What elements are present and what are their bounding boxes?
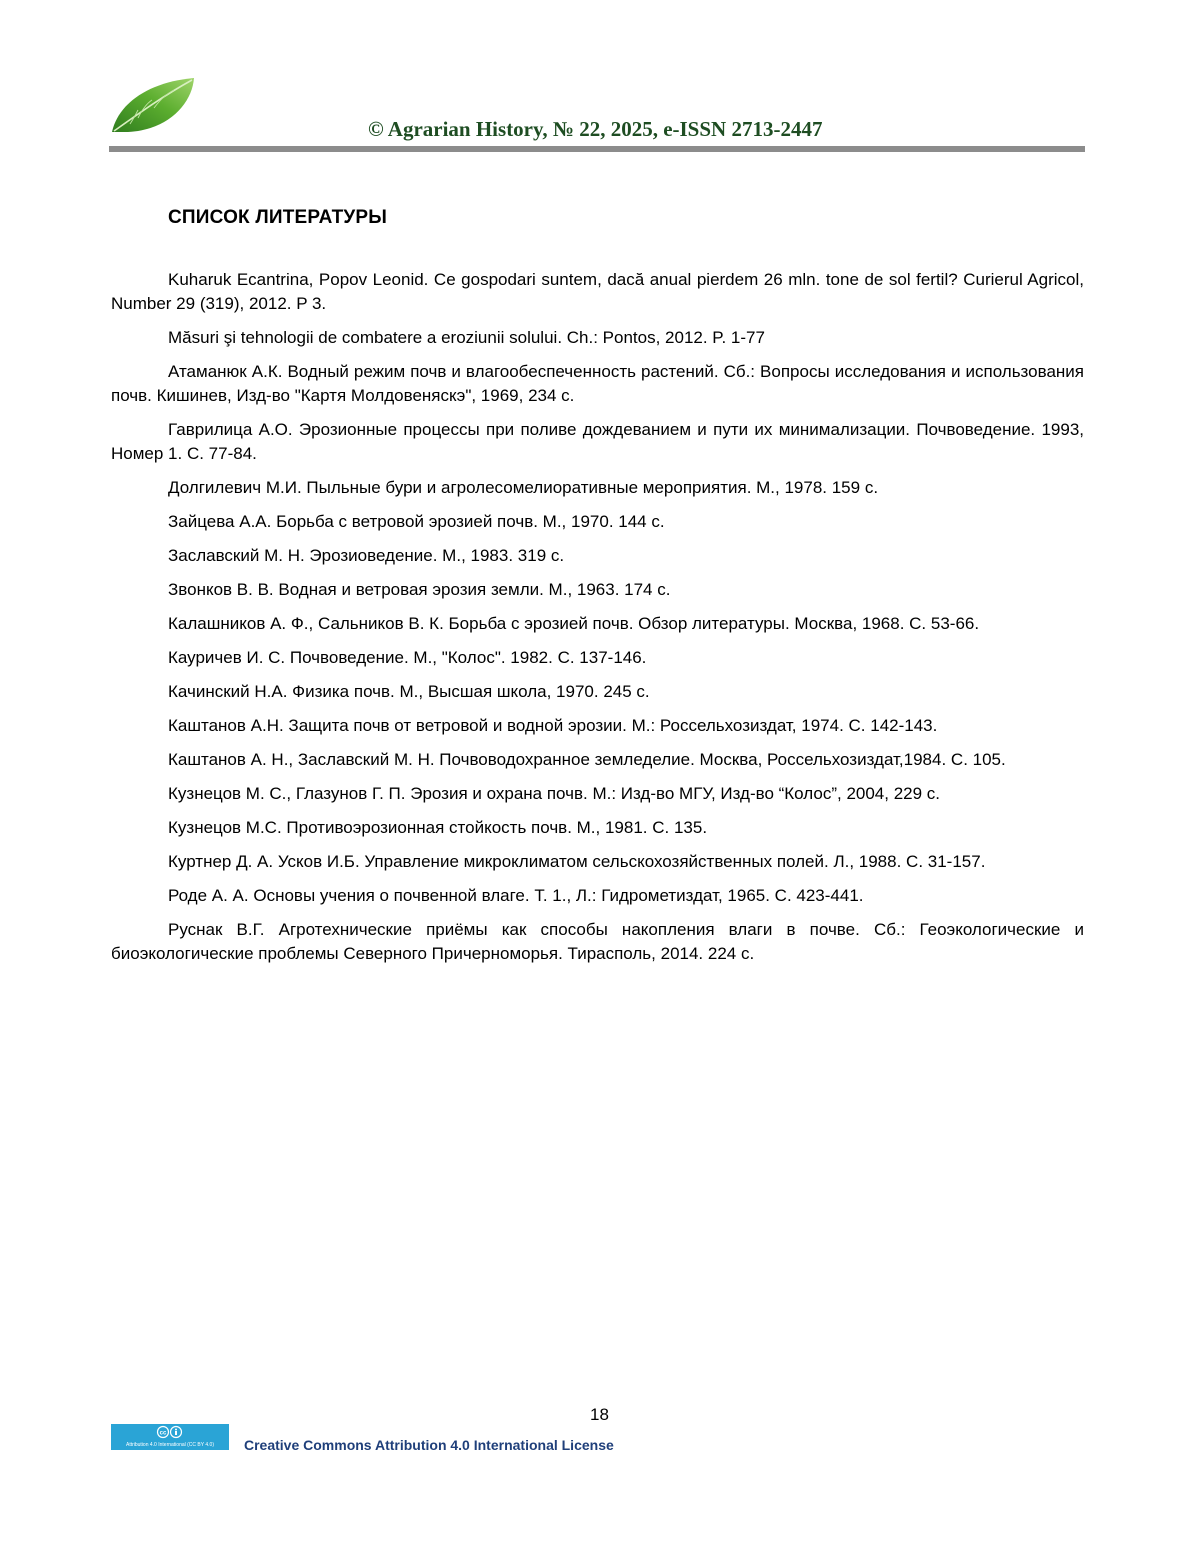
green-leaf-icon (108, 74, 200, 136)
license-link[interactable]: Creative Commons Attribution 4.0 International License (244, 1437, 614, 1453)
reference-item: Măsuri şi tehnologii de combatere a eroziunii solului. Ch.: Pontos, 2012. P. 1-77 (168, 328, 765, 347)
reference-item: Кузнецов М. С., Глазунов Г. П. Эрозия и охрана почв. М.: Изд-во МГУ, Изд-во “Колос”, 2004, 229 с. (168, 784, 941, 803)
reference-list (111, 268, 1084, 976)
reference-item: Заславский М. Н. Эрозиоведение. М., 1983. 319 с. (168, 546, 565, 565)
page-number: 18 (590, 1405, 609, 1424)
reference-item: Калашников А. Ф., Сальников В. К. Борьба с эрозией почв. Обзор литературы. Москва, 1968. С. 53-66. (168, 614, 980, 633)
reference-item: Гаврилица А.О. Эрозионные процессы при поливе дождеванием и пути их минимализации. Почвоведение. 1993, Номер 1. С. 77-84. (111, 420, 1084, 463)
section-title: СПИСОК ЛИТЕРАТУРЫ (168, 207, 388, 228)
reference-item: Звонков В. В. Водная и ветровая эрозия земли. М., 1963. 174 с. (168, 580, 671, 599)
reference-item: Атаманюк А.К. Водный режим почв и влагообеспеченность растений. Сб.: Вопросы исследования и использования почв. Кишинев, Изд-во "Картя Молдовеняскэ", 1969, 234 с. (111, 362, 1084, 405)
cc-by-license-badge-icon[interactable] (111, 1424, 229, 1450)
badge-caption: Attribution 4.0 International (CC BY 4.0) (125, 1442, 215, 1448)
reference-item: Роде А. А. Основы учения о почвенной влаге. Т. 1., Л.: Гидрометиздат, 1965. С. 423-441. (168, 886, 864, 905)
svg-text:cc: cc (159, 1430, 167, 1437)
reference-item: Kuharuk Ecantrina, Popov Leonid. Ce gospodari suntem, dacă anual pierdem 26 mln. tone de sol fertil? Curierul Agricol, Number 29 (319), 2012. P 3. (111, 270, 1084, 313)
reference-item: Каштанов А.Н. Защита почв от ветровой и водной эрозии. М.: Россельхозиздат, 1974. С. 142-143. (168, 716, 938, 735)
journal-header: © Agrarian History, № 22, 2025, e-ISSN 2713-2447 (368, 117, 823, 141)
reference-item: Кауричев И. С. Почвоведение. М., "Колос". 1982. С. 137-146. (168, 648, 647, 667)
reference-item: Качинский Н.А. Физика почв. М., Высшая школа, 1970. 245 с. (168, 682, 650, 701)
reference-item: Куртнер Д. А. Усков И.Б. Управление микроклиматом сельскохозяйственных полей. Л., 1988. С. 31-157. (168, 852, 986, 871)
reference-item: Долгилевич М.И. Пыльные бури и агролесомелиоративные мероприятия. М., 1978. 159 с. (168, 478, 879, 497)
reference-item: Зайцева А.А. Борьба с ветровой эрозией почв. М., 1970. 144 с. (168, 512, 665, 531)
reference-item: Руснак В.Г. Агротехнические приёмы как способы накопления влаги в почве. Сб.: Геоэкологические и биоэкологические проблемы Северного Причерноморья. Тирасполь, 2014. 224 с. (111, 920, 1084, 963)
reference-item: Кузнецов М.С. Противоэрозионная стойкость почв. М., 1981. С. 135. (168, 818, 708, 837)
reference-item: Каштанов А. Н., Заславский М. Н. Почвоводохранное земледелие. Москва, Россельхозиздат,1984. С. 105. (168, 750, 1006, 769)
header-divider (109, 146, 1085, 152)
